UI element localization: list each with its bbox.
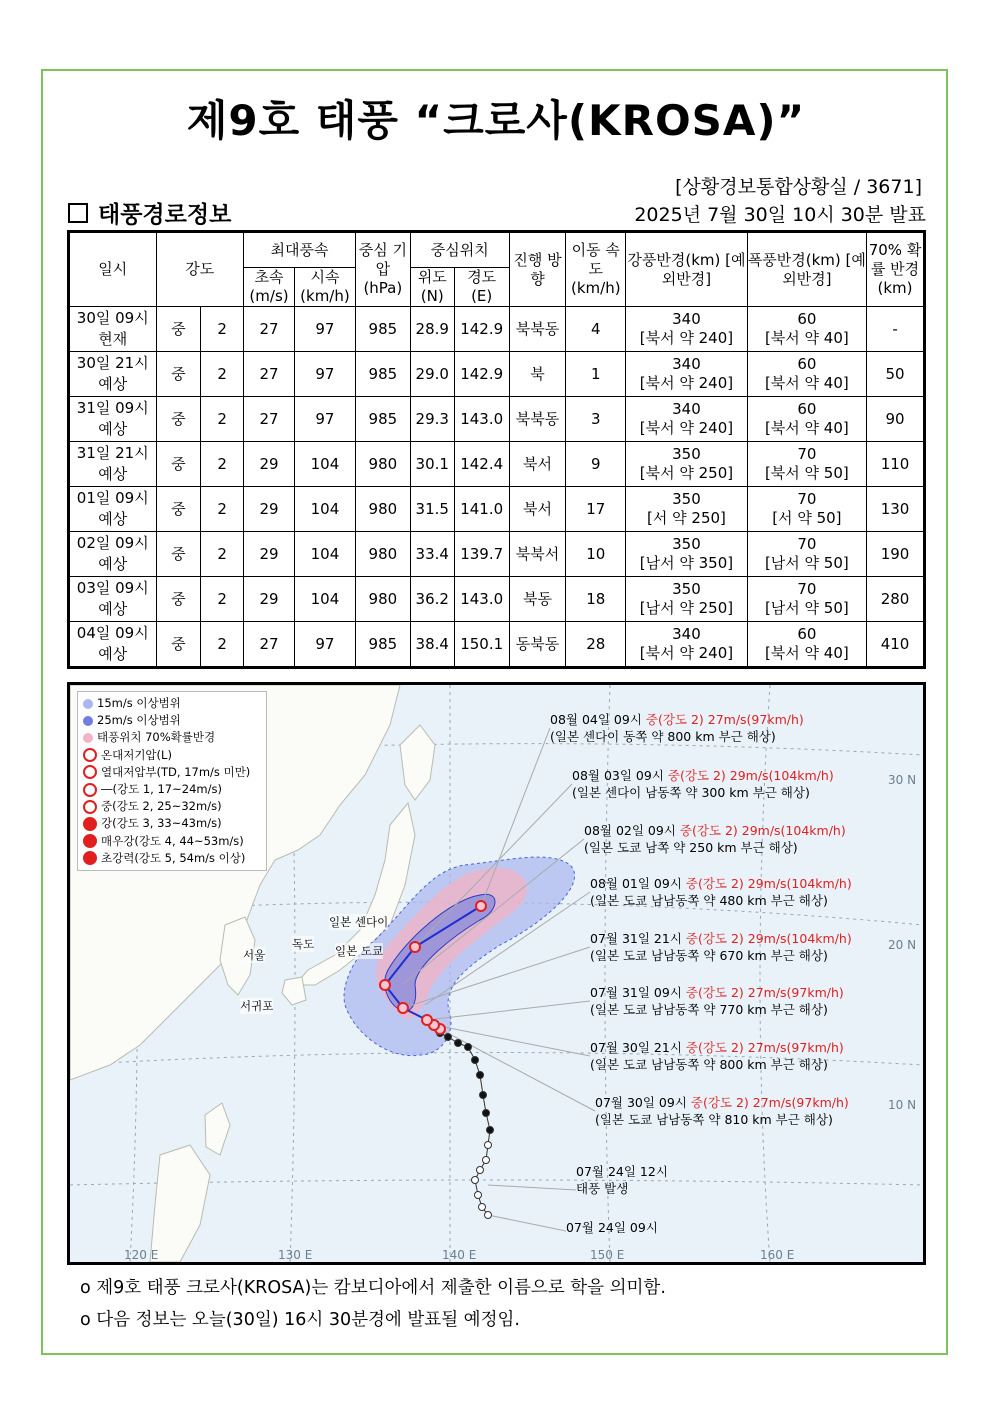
cell-pressure: 980 (355, 532, 410, 577)
cell-lat: 36.2 (410, 577, 454, 622)
header-intensity: 강도 (156, 232, 244, 307)
header-max-wind: 최대풍속 (244, 232, 356, 268)
annotation-time: 07월 30일 09시 (595, 1095, 687, 1110)
cell-lon: 143.0 (454, 577, 509, 622)
cell-prob-radius: 410 (867, 622, 925, 668)
storm-exception: [북서 약 40] (764, 644, 849, 662)
storm-radius: 60 (797, 355, 817, 373)
cell-grade: 중 (156, 532, 201, 577)
legend-item (83, 781, 261, 798)
annotation-grade: 중(강도 2) 27m/s(97km/h) (685, 1040, 844, 1055)
annotation-desc: (일본 도쿄 남남동쪽 약 480 km 부근 해상) (590, 893, 828, 908)
cell-direction: 북북동 (509, 397, 566, 442)
legend-label: 매우강(강도 4, 44~53m/s) (101, 833, 244, 848)
storm-exception: [서 약 50] (772, 509, 842, 527)
cell-prob-radius: 50 (867, 352, 925, 397)
cell-direction: 북북동 (509, 307, 566, 352)
cell-level: 2 (201, 577, 244, 622)
header-wind-ms: 초속 (m/s) (244, 268, 295, 307)
legend-label: 25m/s 이상범위 (97, 713, 181, 728)
past-point-icon (483, 1110, 490, 1117)
past-point-icon (480, 1092, 487, 1099)
past-point-icon (485, 1142, 492, 1149)
storm-radius: 60 (797, 625, 817, 643)
header-datetime: 일시 (69, 232, 157, 307)
cell-direction: 북동 (509, 577, 566, 622)
lon-label-140: 140 E (442, 1248, 477, 1262)
cell-lon: 143.0 (454, 397, 509, 442)
past-point-icon (475, 1192, 482, 1199)
cell-wind-ms: 29 (244, 442, 295, 487)
cell-level: 2 (201, 442, 244, 487)
table-row (69, 352, 925, 397)
lat-label-20: 20 N (888, 938, 917, 952)
cell-lat: 29.0 (410, 352, 454, 397)
cell-storm-radius (747, 307, 866, 352)
cell-datetime (69, 532, 157, 577)
row-status: 예상 (98, 420, 128, 438)
gale-radius: 350 (672, 490, 701, 508)
row-status: 예상 (98, 645, 128, 663)
table-row (69, 397, 925, 442)
cell-grade: 중 (156, 307, 201, 352)
cell-wind-kmh: 104 (294, 577, 355, 622)
track-annotation (595, 1094, 849, 1128)
cell-datetime (69, 487, 157, 532)
header-center: 중심위치 (410, 232, 509, 268)
cell-prob-radius: 90 (867, 397, 925, 442)
annotation-grade: 중(강도 2) 29m/s(104km/h) (679, 823, 846, 838)
cell-gale-radius (626, 352, 747, 397)
row-status: 예상 (98, 375, 128, 393)
forecast-point-icon (410, 942, 420, 952)
track-annotation (590, 1039, 844, 1073)
row-date: 30일 21시 (76, 354, 149, 372)
past-point-icon (472, 1177, 479, 1184)
cell-datetime (69, 352, 157, 397)
annotation-grade: 중(강도 2) 27m/s(97km/h) (690, 1095, 849, 1110)
gale-exception: [북서 약 250] (639, 464, 734, 482)
cell-gale-radius (626, 442, 747, 487)
storm-exception: [북서 약 40] (764, 329, 849, 347)
past-point-icon (485, 1212, 492, 1219)
page-title: 제9호 태풍 “크로사(KROSA)” (186, 96, 806, 145)
gale-radius: 340 (672, 625, 701, 643)
genesis-label: 태풍 발생 (576, 1181, 629, 1196)
note-next-bulletin: o 다음 정보는 오늘(30일) 16시 30분경에 발표될 예정임. (80, 1310, 520, 1330)
cell-wind-kmh: 97 (294, 622, 355, 668)
gale-exception: [북서 약 240] (639, 644, 734, 662)
header-speed: 이동 속도 (km/h) (566, 232, 626, 307)
cell-prob-radius: - (867, 307, 925, 352)
cell-lon: 142.4 (454, 442, 509, 487)
cell-lon: 141.0 (454, 487, 509, 532)
cell-wind-ms: 29 (244, 532, 295, 577)
past-point-icon (455, 1040, 462, 1047)
row-date: 02일 09시 (76, 534, 149, 552)
cell-datetime (69, 622, 157, 668)
table-row (69, 577, 925, 622)
cell-direction: 북북서 (509, 532, 566, 577)
header-wind-kmh: 시속 (km/h) (294, 268, 355, 307)
gale-radius: 350 (672, 580, 701, 598)
cell-lon: 139.7 (454, 532, 509, 577)
cell-wind-ms: 27 (244, 397, 295, 442)
legend-item (83, 764, 261, 781)
table-row (69, 487, 925, 532)
annotation-desc: (일본 센다이 동쪽 약 800 km 부근 해상) (550, 729, 776, 744)
legend-item (83, 833, 261, 850)
annotation-time: 08월 02일 09시 (584, 823, 676, 838)
legend-label: 열대저압부(TD, 17m/s 미만) (101, 764, 251, 779)
legend-item (83, 798, 261, 815)
lon-label-150: 150 E (590, 1248, 625, 1262)
cell-lon: 142.9 (454, 307, 509, 352)
annotation-grade: 중(강도 2) 27m/s(97km/h) (645, 712, 804, 727)
cell-level: 2 (201, 532, 244, 577)
annotation-time: 08월 01일 09시 (590, 876, 682, 891)
annotation-time: 07월 31일 09시 (590, 985, 682, 1000)
genesis-annotation (576, 1163, 668, 1197)
cell-grade: 중 (156, 577, 201, 622)
annotation-grade: 중(강도 2) 29m/s(104km/h) (685, 876, 852, 891)
cell-pressure: 985 (355, 397, 410, 442)
cell-speed: 17 (566, 487, 626, 532)
cell-gale-radius (626, 307, 747, 352)
storm-exception: [남서 약 50] (764, 599, 849, 617)
cell-speed: 28 (566, 622, 626, 668)
typhoon-track-map (67, 682, 926, 1265)
genesis-time: 07월 24일 12시 (576, 1164, 668, 1179)
cell-datetime (69, 577, 157, 622)
cell-datetime (69, 442, 157, 487)
cell-level: 2 (201, 352, 244, 397)
cell-pressure: 980 (355, 487, 410, 532)
gale-exception: [서 약 250] (647, 509, 726, 527)
cell-direction: 북 (509, 352, 566, 397)
row-status: 예상 (98, 465, 128, 483)
place-sendai: 일본 센다이 (329, 915, 389, 929)
lon-label-160: 160 E (760, 1248, 795, 1262)
legend-label: 태풍위치 70%확률반경 (97, 730, 216, 745)
track-annotation (590, 875, 852, 909)
row-date: 30일 09시 (76, 309, 149, 327)
cell-speed: 3 (566, 397, 626, 442)
storm-exception: [북서 약 40] (764, 374, 849, 392)
annotation-desc: (일본 도쿄 남남동쪽 약 670 km 부근 해상) (590, 948, 828, 963)
forecast-point-icon (476, 901, 486, 911)
row-status: 현재 (98, 330, 128, 348)
legend-symbol-icon (83, 748, 97, 762)
track-annotation (550, 711, 804, 745)
gale-radius: 350 (672, 535, 701, 553)
cell-prob-radius: 110 (867, 442, 925, 487)
row-date: 31일 21시 (76, 444, 149, 462)
cell-lat: 33.4 (410, 532, 454, 577)
header-prob-radius: 70% 확률 반경 (km) (867, 232, 925, 307)
cell-speed: 1 (566, 352, 626, 397)
legend-label: 강(강도 3, 33~43m/s) (101, 816, 222, 831)
cell-storm-radius (747, 442, 866, 487)
cell-wind-ms: 29 (244, 577, 295, 622)
cell-level: 2 (201, 307, 244, 352)
past-point-icon (445, 1034, 452, 1041)
cell-datetime (69, 397, 157, 442)
legend-symbol-icon (83, 783, 97, 797)
storm-radius: 70 (797, 580, 817, 598)
row-date: 04일 09시 (76, 624, 149, 642)
gale-radius: 350 (672, 445, 701, 463)
forecast-point-icon (422, 1015, 432, 1025)
forecast-point-icon (380, 980, 390, 990)
past-point-icon (472, 1057, 479, 1064)
track-annotation (590, 984, 844, 1018)
annotation-grade: 중(강도 2) 27m/s(97km/h) (685, 985, 844, 1000)
header-lon: 경도 (E) (454, 268, 509, 307)
lat-label-10: 10 N (888, 1098, 917, 1112)
header-storm-radius: 폭풍반경(km) [예외반경] (747, 232, 866, 307)
legend-item (83, 747, 261, 764)
past-point-icon (465, 1044, 472, 1051)
cell-lat: 31.5 (410, 487, 454, 532)
cell-pressure: 980 (355, 577, 410, 622)
storm-radius: 70 (797, 490, 817, 508)
notes (80, 1272, 666, 1336)
past-point-icon (477, 1072, 484, 1079)
issued-time: 2025년 7월 30일 10시 30분 발표 (634, 204, 926, 226)
cell-lon: 150.1 (454, 622, 509, 668)
storm-radius: 60 (797, 400, 817, 418)
legend-item (83, 815, 261, 832)
cell-storm-radius (747, 397, 866, 442)
legend-label: 중(강도 2, 25~32m/s) (101, 799, 222, 814)
row-date: 01일 09시 (76, 489, 149, 507)
cell-storm-radius (747, 487, 866, 532)
forecast-point-icon (398, 1003, 408, 1013)
legend-symbol-icon (83, 800, 97, 814)
storm-radius: 60 (797, 310, 817, 328)
past-point-icon (479, 1204, 486, 1211)
section-heading (68, 196, 231, 229)
annotation-desc: (일본 센다이 남동쪽 약 300 km 부근 해상) (572, 785, 810, 800)
cell-grade: 중 (156, 487, 201, 532)
cell-pressure: 985 (355, 352, 410, 397)
cell-gale-radius (626, 577, 747, 622)
gale-exception: [남서 약 350] (639, 554, 734, 572)
start-annotation: 07월 24일 09시 (566, 1220, 658, 1235)
section-title: 태풍경로정보 (98, 202, 232, 228)
legend-item (83, 850, 261, 867)
cell-datetime (69, 307, 157, 352)
annotation-desc: (일본 도쿄 남남동쪽 약 770 km 부근 해상) (590, 1002, 828, 1017)
map-legend (77, 691, 267, 871)
annotation-time: 07월 30일 21시 (590, 1040, 682, 1055)
legend-symbol-icon (83, 817, 97, 831)
storm-radius: 70 (797, 535, 817, 553)
cell-direction: 동북동 (509, 622, 566, 668)
lat-label-30: 30 N (888, 773, 917, 787)
legend-symbol-icon (83, 765, 97, 779)
cell-lat: 29.3 (410, 397, 454, 442)
table-row (69, 307, 925, 352)
row-status: 예상 (98, 510, 128, 528)
header-gale-radius: 강풍반경(km) [예외반경] (626, 232, 747, 307)
past-point-icon (483, 1157, 490, 1164)
legend-item (83, 695, 261, 712)
row-date: 03일 09시 (76, 579, 149, 597)
cell-gale-radius (626, 622, 747, 668)
cell-storm-radius (747, 577, 866, 622)
cell-prob-radius: 130 (867, 487, 925, 532)
gale-radius: 340 (672, 400, 701, 418)
cell-lat: 38.4 (410, 622, 454, 668)
issuing-office: [상황경보통합상황실 / 3671] (675, 176, 922, 198)
storm-radius: 70 (797, 445, 817, 463)
cell-level: 2 (201, 622, 244, 668)
place-seoul: 서울 (243, 948, 266, 962)
legend-label: 15m/s 이상범위 (97, 696, 181, 710)
legend-item (83, 729, 261, 746)
header-lat: 위도 (N) (410, 268, 454, 307)
annotation-grade: 중(강도 2) 29m/s(104km/h) (667, 768, 834, 783)
table-row (69, 532, 925, 577)
cell-grade: 중 (156, 622, 201, 668)
gale-exception: [북서 약 240] (639, 374, 734, 392)
annotation-desc: (일본 도쿄 남남동쪽 약 800 km 부근 해상) (590, 1057, 828, 1072)
lon-label-120: 120 E (124, 1248, 159, 1262)
cell-speed: 9 (566, 442, 626, 487)
track-annotation (572, 767, 834, 801)
cell-pressure: 980 (355, 442, 410, 487)
place-seogwipo: 서귀포 (240, 999, 274, 1013)
legend-symbol-icon (83, 851, 97, 865)
cell-lon: 142.9 (454, 352, 509, 397)
note-name-origin: o 제9호 태풍 크로사(KROSA)는 캄보디아에서 제출한 이름으로 학을 의미함. (80, 1278, 666, 1298)
legend-symbol-icon (83, 699, 93, 709)
legend-label: 온대저기압(L) (101, 747, 172, 762)
annotation-time: 08월 03일 09시 (572, 768, 664, 783)
past-point-icon (487, 1127, 494, 1134)
annotation-grade: 중(강도 2) 29m/s(104km/h) (685, 931, 852, 946)
legend-label: ―(강도 1, 17~24m/s) (101, 782, 222, 797)
cell-wind-ms: 27 (244, 622, 295, 668)
cell-gale-radius (626, 397, 747, 442)
cell-grade: 중 (156, 352, 201, 397)
cell-level: 2 (201, 397, 244, 442)
cell-wind-ms: 27 (244, 352, 295, 397)
cell-grade: 중 (156, 397, 201, 442)
cell-storm-radius (747, 622, 866, 668)
legend-symbol-icon (83, 733, 93, 743)
annotation-desc: (일본 도쿄 남쪽 약 250 km 부근 해상) (584, 840, 798, 855)
cell-speed: 10 (566, 532, 626, 577)
track-annotation (584, 822, 846, 856)
cell-lat: 28.9 (410, 307, 454, 352)
cell-speed: 4 (566, 307, 626, 352)
cell-pressure: 985 (355, 622, 410, 668)
place-dokdo: 독도 (292, 937, 315, 951)
gale-exception: [북서 약 240] (639, 329, 734, 347)
row-date: 31일 09시 (76, 399, 149, 417)
table-row (69, 442, 925, 487)
cell-grade: 중 (156, 442, 201, 487)
legend-symbol-icon (83, 716, 93, 726)
annotation-desc: (일본 도쿄 남남동쪽 약 810 km 부근 해상) (595, 1112, 833, 1127)
gale-exception: [북서 약 240] (639, 419, 734, 437)
cell-gale-radius (626, 532, 747, 577)
cell-direction: 북서 (509, 442, 566, 487)
storm-exception: [남서 약 50] (764, 554, 849, 572)
legend-item (83, 712, 261, 729)
cell-wind-ms: 27 (244, 307, 295, 352)
past-point-icon (477, 1167, 484, 1174)
cell-level: 2 (201, 487, 244, 532)
storm-exception: [북서 약 50] (764, 464, 849, 482)
cell-wind-kmh: 104 (294, 532, 355, 577)
cell-wind-kmh: 97 (294, 307, 355, 352)
header-direction: 진행 방향 (509, 232, 566, 307)
cell-wind-kmh: 104 (294, 442, 355, 487)
cell-wind-kmh: 97 (294, 397, 355, 442)
cell-wind-kmh: 97 (294, 352, 355, 397)
cell-wind-ms: 29 (244, 487, 295, 532)
annotation-time: 08월 04일 09시 (550, 712, 642, 727)
gale-radius: 340 (672, 355, 701, 373)
storm-exception: [북서 약 40] (764, 419, 849, 437)
gale-radius: 340 (672, 310, 701, 328)
cell-prob-radius: 280 (867, 577, 925, 622)
annotation-time: 07월 31일 21시 (590, 931, 682, 946)
legend-symbol-icon (83, 834, 97, 848)
header-pressure: 중심 기압 (hPa) (355, 232, 410, 307)
cell-pressure: 985 (355, 307, 410, 352)
cell-lat: 30.1 (410, 442, 454, 487)
lon-label-130: 130 E (278, 1248, 313, 1262)
place-tokyo: 일본 도쿄 (335, 944, 384, 958)
cell-wind-kmh: 104 (294, 487, 355, 532)
typhoon-track-table (67, 230, 926, 669)
row-status: 예상 (98, 555, 128, 573)
cell-storm-radius (747, 352, 866, 397)
cell-storm-radius (747, 532, 866, 577)
table-row (69, 622, 925, 668)
cell-speed: 18 (566, 577, 626, 622)
checkbox-icon (68, 203, 88, 223)
cell-direction: 북서 (509, 487, 566, 532)
cell-gale-radius (626, 487, 747, 532)
track-annotation (590, 930, 852, 964)
legend-label: 초강력(강도 5, 54m/s 이상) (101, 850, 246, 865)
cell-prob-radius: 190 (867, 532, 925, 577)
row-status: 예상 (98, 600, 128, 618)
gale-exception: [남서 약 250] (639, 599, 734, 617)
